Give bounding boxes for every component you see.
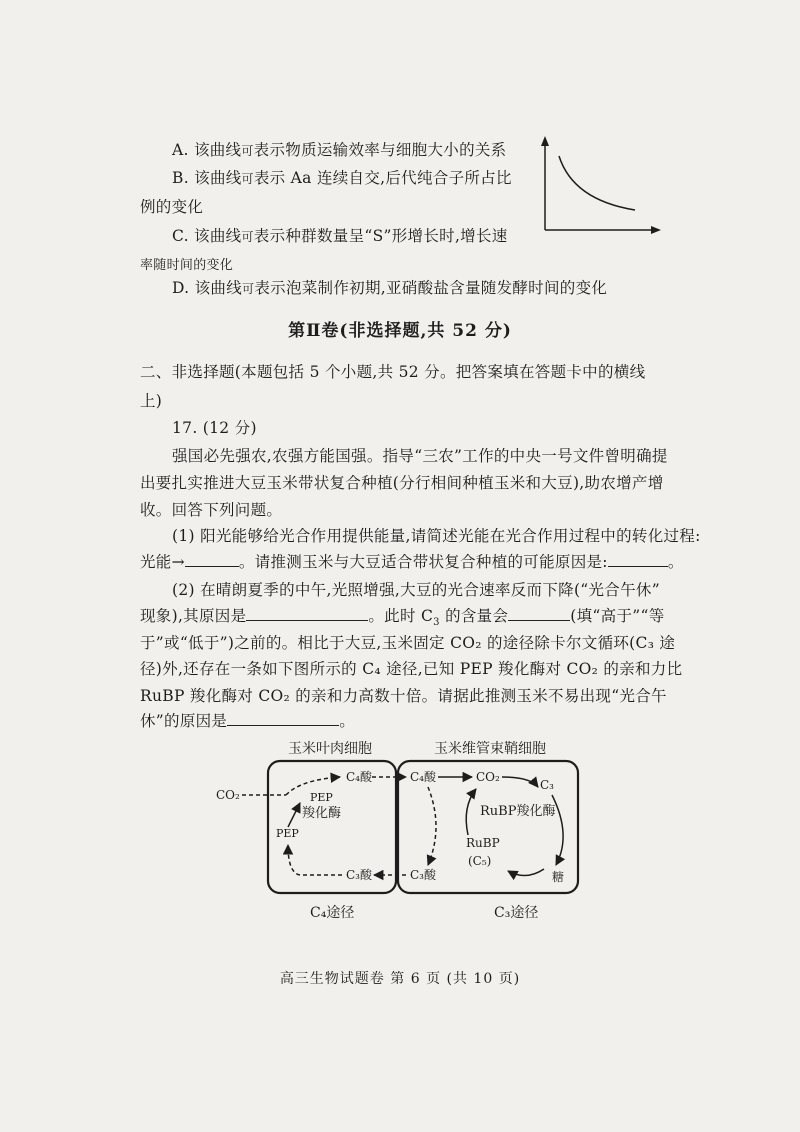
rubp-enzyme-label: RuBP羧化酶: [480, 804, 556, 819]
decarboxylation-arrow: [428, 787, 436, 865]
answer-blank[interactable]: [185, 552, 239, 567]
calvin-arrow-4: [466, 789, 476, 835]
part2-line5: RuBP 羧化酶对 CO₂ 的亲和力高数十倍。请据此推测玉米不易出现“光合午: [140, 687, 667, 705]
option-a: A. 该曲线可表示物质运输效率与细胞大小的关系: [172, 141, 507, 159]
answer-blank[interactable]: [508, 606, 570, 621]
rubp-label: RuBP: [466, 836, 500, 850]
part2-line3: 于”或“低于”)之前的。相比于大豆,玉米固定 CO₂ 的途径除卡尔文循环(C₃ 途: [140, 634, 676, 652]
pep-enzyme-label: 羧化酶: [302, 806, 342, 821]
bundle-sheath-label: 玉米维管束鞘细胞: [434, 741, 546, 757]
option-c: C. 该曲线可表示种群数量呈“S”形增长时,增长速: [172, 227, 508, 245]
decreasing-curve-graph: [535, 134, 665, 244]
answer-blank[interactable]: [608, 552, 668, 567]
answer-blank[interactable]: [227, 711, 339, 726]
part1-line2: 光能→ 。请推测玉米与大豆适合带状复合种植的可能原因是: 。: [140, 553, 684, 571]
question-number: 17. (12 分): [172, 419, 257, 437]
part2-line1: (2) 在晴朗夏季的中午,光照增强,大豆的光合速率反而下降(“光合午休”: [172, 581, 660, 599]
c3-acid-left: C₃酸: [346, 868, 372, 882]
question-intro-line3: 收。回答下列问题。: [140, 501, 283, 519]
section-instruction-line2: 上): [140, 392, 163, 410]
pep-arrow: [288, 803, 300, 827]
calvin-arrow-1: [502, 777, 538, 787]
c5-label: (C₅): [468, 854, 492, 868]
option-b-continued: 例的变化: [140, 198, 204, 216]
part2-line2: 现象),其原因是 。此时 $C_3$ 的含量会 (填“高于”“等: [140, 607, 665, 629]
option-b: B. 该曲线可表示 Aa 连续自交,后代纯合子所占比: [172, 169, 512, 187]
co2-inside: CO₂: [476, 770, 500, 784]
c3-pathway-label: C₃途径: [494, 905, 539, 921]
part1-line1: (1) 阳光能够给光合作用提供能量,请简述光能在光合作用过程中的转化过程:: [172, 527, 701, 545]
part2-line4: 径)外,还存在一条如下图所示的 C₄ 途径,已知 PEP 羧化酶对 CO₂ 的亲和力比: [140, 660, 683, 678]
section-title: 第Ⅱ卷(非选择题,共 52 分): [288, 321, 512, 341]
part2-line6: 休”的原因是 。: [140, 712, 356, 730]
mesophyll-label: 玉米叶肉细胞: [288, 741, 372, 757]
pep-left: PEP: [276, 827, 299, 840]
pep-enzyme-top: PEP: [310, 791, 333, 804]
page-footer: 高三生物试题卷 第 6 页 (共 10 页): [279, 971, 521, 987]
co2-outside: CO₂: [216, 788, 240, 802]
c4-acid-left: C₄酸: [346, 770, 372, 784]
sugar-label: 糖: [552, 870, 565, 884]
c3-label: C₃: [540, 778, 554, 792]
section-instruction-line1: 二、非选择题(本题包括 5 个小题,共 52 分。把答案填在答题卡中的横线: [140, 363, 646, 381]
graph-y-arrow: [541, 136, 549, 146]
c4-pathway-diagram: [200, 735, 620, 930]
graph-curve: [559, 156, 635, 210]
calvin-arrow-3: [508, 869, 544, 876]
question-intro-line1: 强国必先强农,农强方能国强。指导“三农”工作的中央一号文件曾明确提: [172, 447, 668, 465]
answer-blank[interactable]: [246, 606, 368, 621]
graph-x-arrow: [651, 226, 661, 234]
c3-acid-right: C₃酸: [410, 868, 436, 882]
question-intro-line2: 出要扎实推进大豆玉米带状复合种植(分行相间种植玉米和大豆),助农增产增: [140, 474, 664, 492]
c3-return-arrow: [288, 845, 342, 875]
c4-acid-right: C₄酸: [410, 770, 436, 784]
option-c-continued: 率随时间的变化: [140, 258, 234, 273]
option-d: D. 该曲线可表示泡菜制作初期,亚硝酸盐含量随发酵时间的变化: [172, 279, 608, 297]
c4-pathway-label: C₄途径: [310, 905, 355, 921]
